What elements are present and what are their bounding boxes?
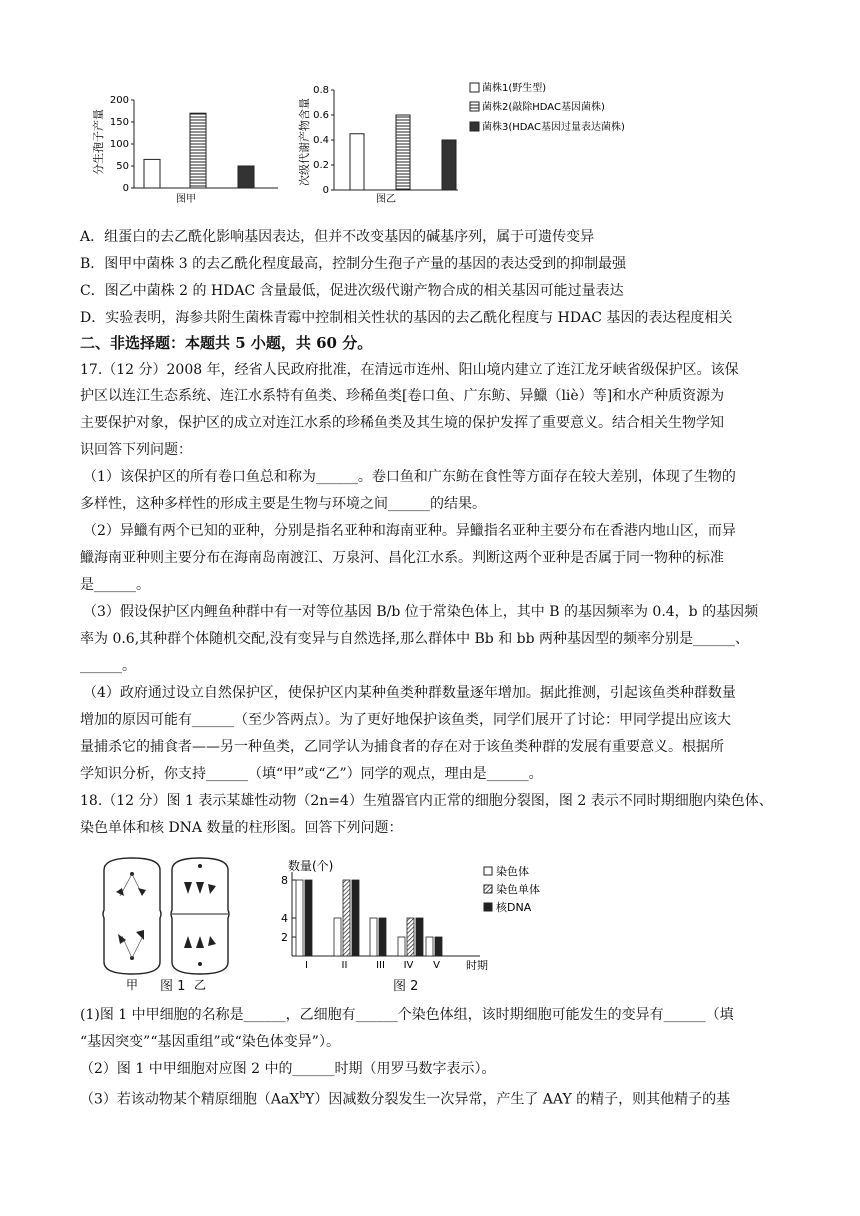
fig2-bar — [426, 937, 433, 956]
q18-part3-sup: b — [299, 1091, 306, 1101]
q17-line: （1）该保护区的所有卷口鱼总和称为______。卷口鱼和广东鲂在食性等方面存在较大差别，体现了生物的 — [83, 469, 736, 485]
fig2-tick-label: 4 — [281, 912, 288, 925]
option-d: D．实验表明，海参共附生菌株青霉中控制相关性状的基因的去乙酰化程度与 HDAC 基因的表达程度相关 — [80, 310, 733, 326]
fig2-xtick-label: IV — [403, 960, 414, 970]
q18-part3-post: Y）因减数分裂发生一次异常，产生了 AAY 的精子，则其他精子的基 — [305, 1091, 731, 1108]
chart-a-bar — [238, 166, 254, 188]
chart-b — [297, 85, 458, 205]
cell-jia — [103, 858, 161, 974]
chart-a-tick-label: 200 — [109, 95, 129, 106]
fig2-xtick-label: V — [433, 960, 440, 970]
chart-a-bar — [144, 159, 160, 188]
top-chart-svg — [88, 80, 653, 214]
cell-yi-label: 乙 — [193, 978, 207, 992]
legend-item-3: 菌株3(HDAC基因过量表达菌株) — [482, 122, 625, 133]
chart-a-tick-label: 150 — [109, 117, 129, 128]
option-b: B．图甲中菌株 3 的去乙酰化程度最高，控制分生孢子产量的基因的表达受到的抑制最强 — [80, 256, 627, 272]
q18-line: 染色单体和核 DNA 数量的柱形图。回答下列问题： — [80, 820, 403, 836]
fig2-legend-1: 染色体 — [496, 865, 529, 878]
chart-a-caption: 图甲 — [176, 194, 196, 205]
top-legend — [470, 81, 625, 133]
fig2-bar — [370, 918, 377, 956]
fig2-xlabel: 时期 — [466, 959, 488, 970]
fig2-bar — [334, 918, 341, 956]
q17-line: （4）政府通过设立自然保护区，使保护区内某种鱼类种群数量逐年增加。据此推测，引起该鱼类种群数量 — [83, 685, 736, 701]
chart-b-bar — [442, 140, 456, 190]
q17-line: （3）假设保护区内鲤鱼种群中有一对等位基因 B/b 位于常染色体上，其中 B 的基因频率为 0.4，b 的基因频 — [83, 604, 759, 620]
q17-line: 识回答下列问题： — [80, 442, 192, 458]
q17-line: （2）异鱲有两个已知的亚种，分别是指名亚种和海南亚种。异鱲指名亚种主要分布在香港内地山区，而异 — [83, 523, 736, 539]
section-title: 二、非选择题：本题共 5 小题，共 60 分。 — [80, 334, 373, 352]
top-figure — [88, 80, 653, 214]
chart-a-tick-label: 50 — [116, 161, 129, 172]
q17-line: 17.（12 分）2008 年，经省人民政府批准，在清远市连州、阳山境内建立了连江龙牙峡省级保护区。该保 — [80, 362, 739, 378]
figure-2 — [270, 858, 550, 970]
fig2-bar — [379, 918, 386, 956]
chart-b-ylabel: 次级代谢产物含量 — [298, 98, 311, 186]
chart-a-ylabel: 分生孢子产量 — [92, 109, 105, 175]
q17-line: 护区以连江生态系统、连江水系特有鱼类、珍稀鱼类[卷口鱼、广东鲂、异鱲（liè）等]和水产种质资源为 — [80, 388, 725, 404]
q17-line: 多样性，这种多样性的形成主要是生物与环境之间______的结果。 — [80, 496, 486, 512]
cell-jia-label: 甲 — [125, 978, 139, 992]
chart-b-bar — [350, 134, 364, 190]
q17-line: 量捕杀它的捕食者——另一种鱼类，乙同学认为捕食者的存在对于该鱼类种群的发展有重要意义。根据所 — [80, 739, 724, 755]
q17-line: ______。 — [80, 658, 136, 674]
fig2-bar — [305, 880, 312, 956]
fig2-bar — [416, 918, 423, 956]
fig2-ylabel: 数量(个) — [288, 859, 334, 873]
q18-part1-line1: (1)图 1 中甲细胞的名称是______，乙细胞有______个染色体组，该时期细胞可能发生的变异有______（填 — [80, 1007, 734, 1023]
chart-b-tick-label: 0.8 — [313, 85, 329, 96]
q18-line: 18.（12 分）图 1 表示某雄性动物（2n=4）生殖器官内正常的细胞分裂图，图 2 表示不同时期细胞内染色体、 — [80, 793, 773, 809]
chart-b-bar — [396, 115, 410, 190]
option-c: C．图乙中菌株 2 的 HDAC 含量最低，促进次级代谢产物合成的相关基因可能过量表达 — [80, 283, 624, 299]
q17-line: 是______。 — [80, 577, 150, 593]
legend-swatch-2 — [470, 102, 479, 111]
chart-b-tick-label: 0.6 — [313, 110, 329, 121]
q17-line: 率为 0.6,其种群个体随机交配,没有变异与自然选择,那么群体中 Bb 和 bb 两种基因型的频率分别是______、 — [80, 631, 750, 647]
q18-part3-pre: （3）若该动物某个精原细胞（AaX — [80, 1091, 300, 1108]
fig2-xtick-label: I — [305, 960, 308, 970]
legend-swatch-1 — [470, 83, 479, 92]
q17-line: 主要保护对象，保护区的成立对连江水系的珍稀鱼类及其生境的保护发挥了重要意义。结合相关生物学知 — [80, 415, 724, 431]
chart-b-tick-label: 0 — [322, 185, 329, 196]
figure-2-svg — [270, 858, 550, 970]
chart-b-tick-label: 0.4 — [313, 135, 329, 146]
fig2-bar — [343, 880, 350, 956]
fig2-legend-swatch-3 — [484, 903, 492, 911]
fig2-bar — [407, 918, 414, 956]
q17-line: 鱲海南亚种则主要分布在海南岛南渡江、万泉河、昌化江水系。判断这两个亚种是否属于同一物种的标准 — [80, 550, 724, 566]
figure-1-caption: 图 1 — [160, 979, 186, 994]
fig2-xtick-label: III — [376, 960, 385, 970]
fig2-bar — [435, 937, 442, 956]
legend-item-2: 菌株2(敲除HDAC基因菌株) — [482, 102, 605, 113]
chart-a-bar — [190, 113, 206, 188]
q18-part3 — [80, 1086, 730, 1110]
fig2-legend-swatch-2 — [484, 885, 492, 893]
q18-part1-line2: “基因突变”“基因重组”或“染色体变异”）。 — [80, 1034, 340, 1050]
chart-b-tick-label: 0.2 — [313, 160, 329, 171]
chart-a-tick-label: 0 — [122, 183, 129, 194]
legend-item-1: 菌株1(野生型) — [482, 83, 547, 94]
fig2-legend-2: 染色单体 — [496, 883, 540, 896]
cell-yi — [171, 858, 229, 974]
fig2-xtick-label: II — [341, 960, 348, 970]
q17-line: 学知识分析，你支持______（填“甲”或“乙”）同学的观点，理由是______。 — [80, 766, 543, 782]
legend-swatch-3 — [470, 122, 479, 131]
fig2-tick-label: 2 — [281, 931, 288, 944]
fig2-bar — [296, 880, 303, 956]
fig2-tick-label: 8 — [281, 874, 288, 887]
fig2-bar — [398, 937, 405, 956]
chart-b-caption: 图乙 — [376, 194, 396, 205]
figure-2-caption: 图 2 — [393, 979, 419, 994]
fig2-legend-swatch-1 — [484, 867, 492, 875]
q18-part2: （2）图 1 中甲细胞对应图 2 中的______时期（用罗马数字表示）。 — [80, 1061, 496, 1077]
chart-a-tick-label: 100 — [109, 139, 129, 150]
option-a: A．组蛋白的去乙酰化影响基因表达，但并不改变基因的碱基序列，属于可遗传变异 — [80, 229, 595, 245]
fig2-legend-3: 核DNA — [496, 901, 532, 914]
fig2-bar — [352, 880, 359, 956]
q17-line: 增加的原因可能有______（至少答两点）。为了更好地保护该鱼类，同学们展开了讨论：甲同学提出应该大 — [80, 712, 731, 728]
chart-a — [91, 95, 278, 205]
